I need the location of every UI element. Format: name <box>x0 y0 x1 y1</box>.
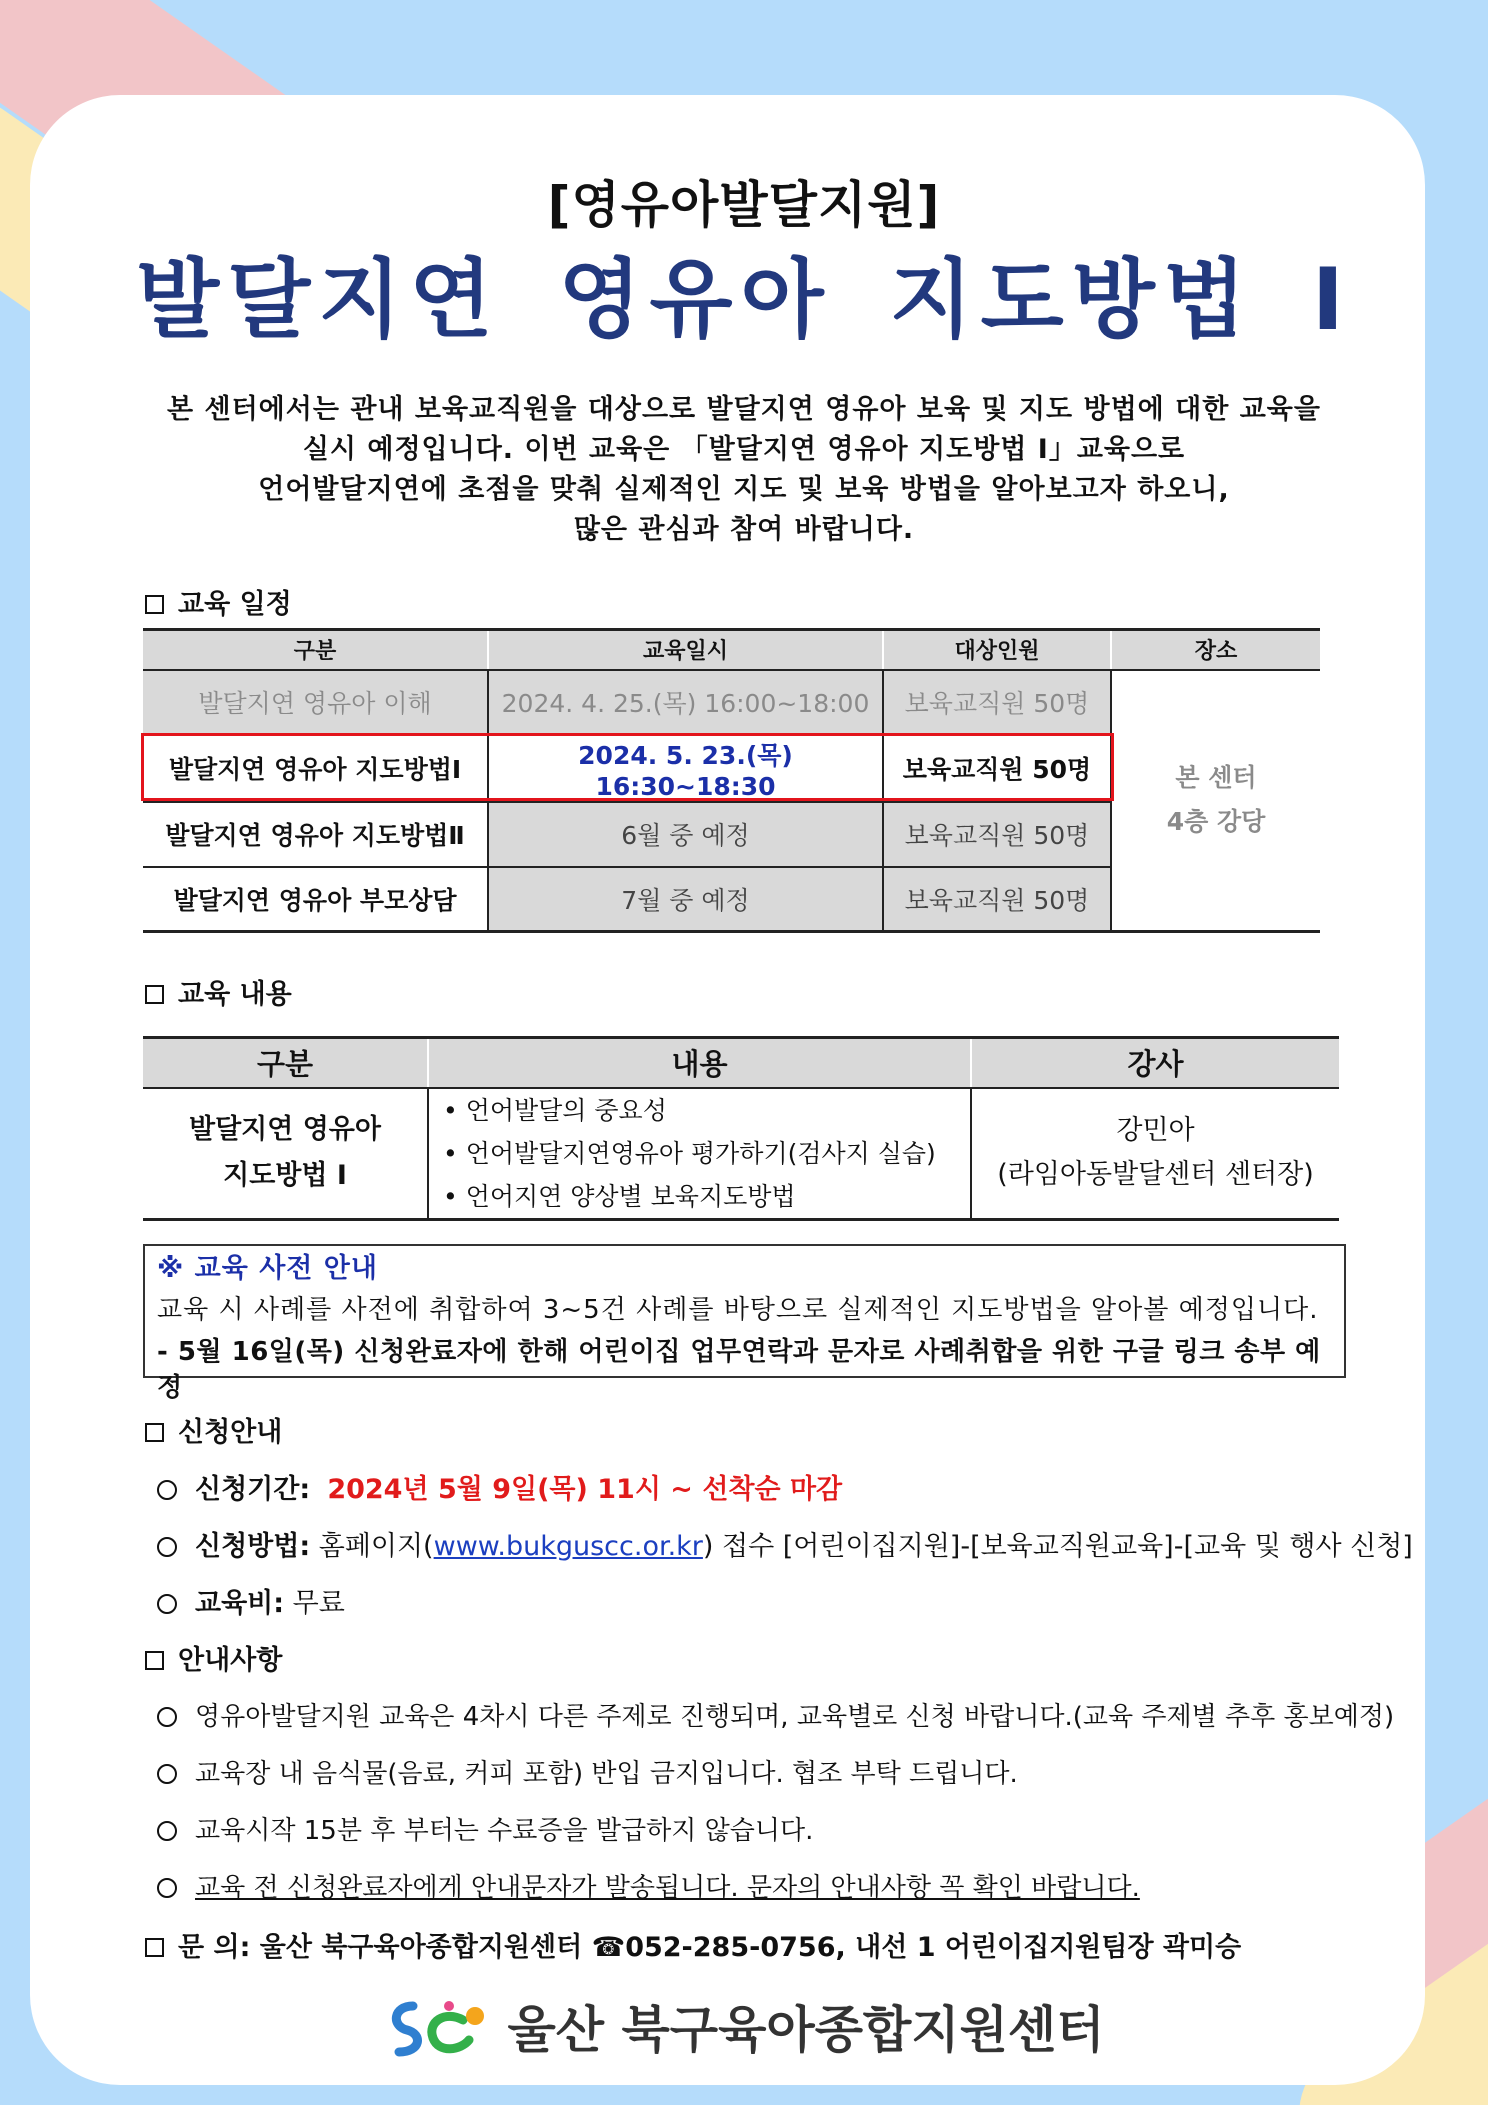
intro-line: 본 센터에서는 관내 보육교직원을 대상으로 발달지연 영유아 보육 및 지도 방법에 대한 교육을 <box>167 394 1321 425</box>
schedule-people: 보육교직원 50명 <box>883 670 1111 735</box>
schedule-name: 발달지연 영유아 지도방법Ⅰ <box>143 735 488 802</box>
list-item: • 언어발달지연영유아 평가하기(검사지 실습) <box>443 1138 936 1168</box>
table-row <box>143 1088 1339 1220</box>
section-heading-schedule: 교육 일정 <box>145 582 292 621</box>
intro-line: 많은 관심과 참여 바랍니다. <box>573 514 915 545</box>
column-header: 구분 <box>143 1038 428 1088</box>
schedule-name: 발달지연 영유아 부모상담 <box>143 867 488 932</box>
schedule-date: 2024. 5. 23.(목) 16:30~18:30 <box>488 735 883 802</box>
column-header: 장소 <box>1111 630 1320 670</box>
footer-logo: 울산 북구육아종합지원센터 <box>0 1990 1488 2072</box>
guide-item: 교육장 내 음식물(음료, 커피 포함) 반입 금지입니다. 협조 부탁 드립니다. <box>157 1753 1018 1790</box>
notice-title: ※ 교육 사전 안내 <box>157 1253 378 1284</box>
schedule-place: 본 센터 4층 강당 <box>1111 670 1320 932</box>
section-heading-guide: 안내사항 <box>145 1638 282 1677</box>
checkbox-square-icon <box>145 1423 164 1442</box>
notice-line: - 5월 16일(목) 신청완료자에 한해 어린이집 업무연락과 문자로 사례취합을 위한 구글 링크 송부 예정 <box>157 1337 1321 1403</box>
table-header-row <box>143 630 1320 670</box>
schedule-people: 보육교직원 50명 <box>883 802 1111 867</box>
guide-item: 교육 전 신청완료자에게 안내문자가 발송됩니다. 문자의 안내사항 꼭 확인 바랍니다. <box>157 1867 1140 1904</box>
table-row <box>143 670 1320 735</box>
notice-box <box>143 1244 1346 1403</box>
column-header: 강사 <box>971 1038 1339 1088</box>
circle-bullet-icon <box>157 1594 177 1614</box>
schedule-date: 2024. 4. 25.(목) 16:00~18:00 <box>488 670 883 735</box>
apply-method: 신청방법: 홈페이지(www.bukguscc.or.kr) 접수 [어린이집지원]-[보육교직원교육]-[교육 및 행사 신청] <box>157 1524 1413 1563</box>
circle-bullet-icon <box>157 1707 177 1727</box>
circle-bullet-icon <box>157 1480 177 1500</box>
list-item: • 언어지연 양상별 보육지도방법 <box>443 1181 796 1211</box>
schedule-name: 발달지연 영유아 지도방법Ⅱ <box>143 802 488 867</box>
apply-period: 신청기간: 2024년 5월 9일(목) 11시 ~ 선착순 마감 <box>157 1467 842 1506</box>
intro-paragraph <box>140 390 1348 550</box>
apply-fee: 교육비: 무료 <box>157 1581 345 1620</box>
section-heading-apply: 신청안내 <box>145 1410 282 1449</box>
guide-item: 영유아발달지원 교육은 4차시 다른 주제로 진행되며, 교육별로 신청 바랍니다.(교육 주제별 추후 홍보예정) <box>157 1696 1394 1733</box>
page-subtitle: [영유아발달지원] <box>547 176 941 234</box>
intro-line: 실시 예정입니다. 이번 교육은 「발달지연 영유아 지도방법 Ⅰ」교육으로 <box>302 434 1186 465</box>
highlight-box <box>141 733 1114 801</box>
content-items <box>428 1088 971 1220</box>
schedule-people: 보육교직원 50명 <box>883 867 1111 932</box>
page-title: 발달지연 영유아 지도방법 Ⅰ <box>136 250 1352 350</box>
intro-line: 언어발달지연에 초점을 맞춰 실제적인 지도 및 보육 방법을 알아보고자 하오니, <box>258 474 1230 505</box>
content-name: 발달지연 영유아 지도방법 Ⅰ <box>143 1088 428 1220</box>
circle-bullet-icon <box>157 1537 177 1557</box>
column-header: 구분 <box>143 630 488 670</box>
table-header-row <box>143 1038 1339 1088</box>
center-logo-icon <box>383 1996 493 2072</box>
section-heading-content: 교육 내용 <box>145 972 292 1011</box>
guide-item: 교육시작 15분 후 부터는 수료증을 발급하지 않습니다. <box>157 1810 813 1847</box>
schedule-date: 6월 중 예정 <box>488 802 883 867</box>
notice-line: 교육 시 사례를 사전에 취합하여 3~5건 사례를 바탕으로 실제적인 지도방법을 알아볼 예정입니다. <box>157 1295 1319 1325</box>
column-header: 대상인원 <box>883 630 1111 670</box>
checkbox-square-icon <box>145 1651 164 1670</box>
schedule-date: 7월 중 예정 <box>488 867 883 932</box>
schedule-name: 발달지연 영유아 이해 <box>143 670 488 735</box>
column-header: 내용 <box>428 1038 971 1088</box>
content-teacher: 강민아 (라임아동발달센터 센터장) <box>971 1088 1339 1220</box>
circle-bullet-icon <box>157 1764 177 1784</box>
circle-bullet-icon <box>157 1821 177 1841</box>
circle-bullet-icon <box>157 1878 177 1898</box>
homepage-link[interactable]: www.bukguscc.or.kr <box>433 1531 703 1562</box>
column-header: 교육일시 <box>488 630 883 670</box>
checkbox-square-icon <box>145 595 164 614</box>
schedule-people: 보육교직원 50명 <box>883 735 1111 802</box>
content-table <box>143 1036 1339 1221</box>
checkbox-square-icon <box>145 1938 164 1957</box>
checkbox-square-icon <box>145 985 164 1004</box>
contact-line: 문 의: 울산 북구육아종합지원센터 ☎052-285-0756, 내선 1 어린이집지원팀장 곽미승 <box>145 1925 1241 1964</box>
list-item: • 언어발달의 중요성 <box>443 1095 667 1125</box>
